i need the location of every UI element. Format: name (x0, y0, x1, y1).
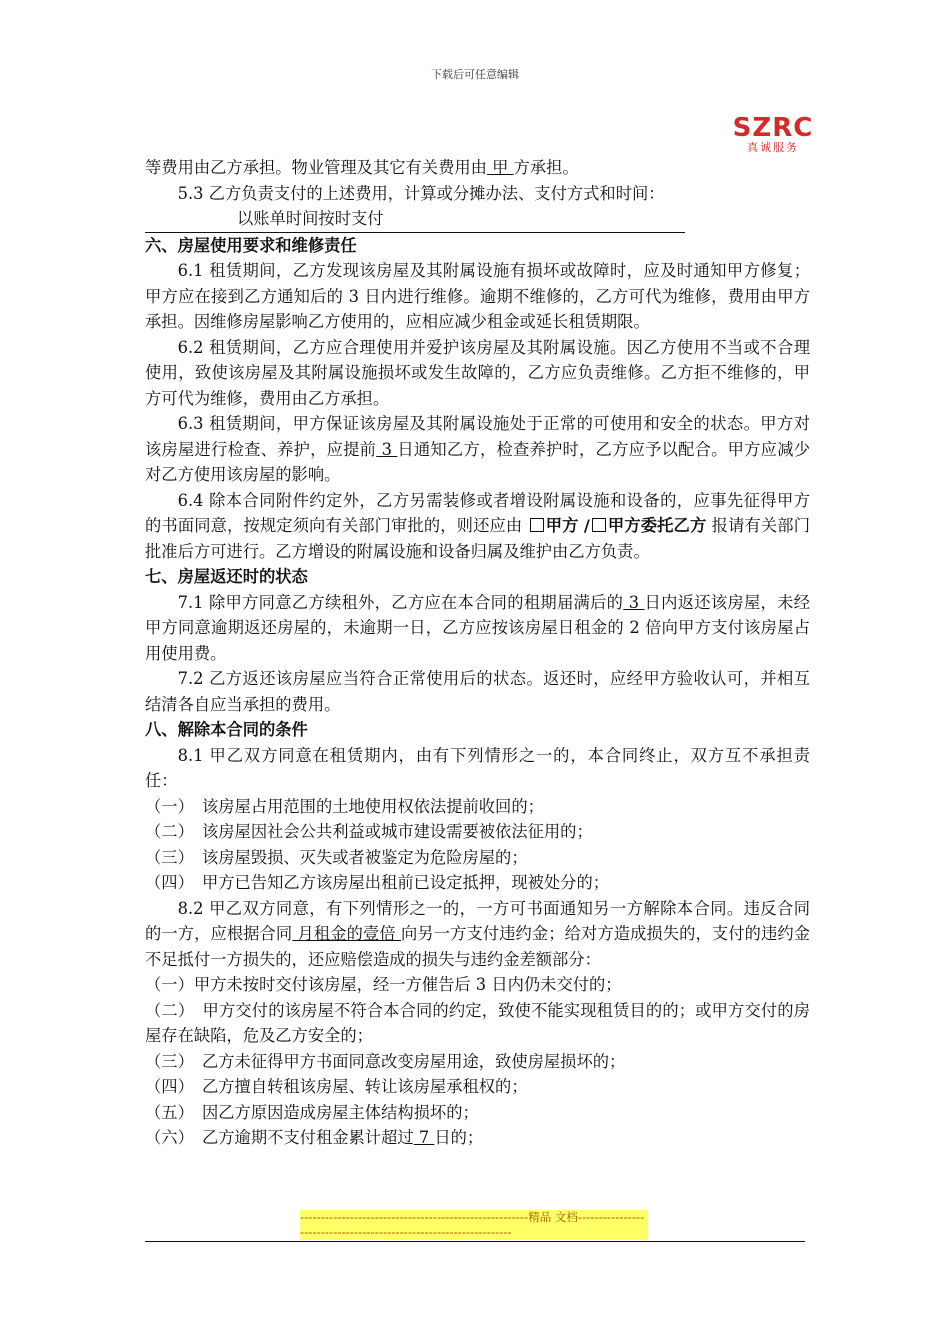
footer-watermark-text: -------------------------------------------------------精品 文档------------------------------------------------------------------- (300, 1210, 648, 1240)
notice-days-fill: 3 (376, 439, 398, 459)
paragraph-8-2: 8.2 甲乙双方同意，有下列情形之一的，一方可书面通知另一方解除本合同。违反合同的一方，应根据合同 月租金的壹倍 向另一方支付违约金；给对方造成损失的，支付的违约金不足抵付一方损失的，还应赔偿造成的损失与违约金差额部分： (145, 898, 810, 969)
section-7-title: 七、房屋返还时的状态 (145, 567, 308, 586)
return-days-fill: 3 (623, 592, 645, 612)
footer-divider (145, 1241, 805, 1242)
page-header-note: 下载后可任意编辑 (431, 68, 519, 81)
logo-subtext: 真诚服务 (747, 141, 799, 154)
paragraph-6-1: 6.1 租赁期间，乙方发现该房屋及其附属设施有损坏或故障时，应及时通知甲方修复；甲方应在接到乙方通知后的 3 日内进行维修。逾期不维修的，乙方可代为维修，费用由甲方承担。因维修房屋影响乙方使用的，应相应减少租金或延长租赁期限。 (145, 261, 810, 331)
list-item: （四） 甲方已告知乙方该房屋出租前已设定抵押，现被处分的； (145, 873, 610, 892)
list-item: （一）甲方未按时交付该房屋，经一方催告后 3 日内仍未交付的； (145, 975, 622, 994)
paragraph-7-2: 7.2 乙方返还该房屋应当符合正常使用后的状态。返还时，应经甲方验收认可，并相互结清各自应当承担的费用。 (145, 669, 810, 714)
section-8-title: 八、解除本合同的条件 (145, 720, 308, 739)
paragraph-7-1: 7.1 除甲方同意乙方续租外，乙方应在本合同的租期届满后的 3 日内返还该房屋，未经甲方同意逾期返还房屋的，未逾期一日，乙方应按该房屋日租金的 2 倍向甲方支付该房屋占用使用费。 (145, 592, 810, 663)
checkbox-icon (530, 518, 544, 532)
list-item: （六） 乙方逾期不支付租金累计超过 7 日的； (145, 1128, 484, 1147)
list-item: （三） 该房屋毁损、灭失或者被鉴定为危险房屋的； (145, 847, 528, 867)
list-item: （四） 乙方擅自转租该房屋、转让该房屋承租权的； (145, 1077, 528, 1096)
list-item: （三） 乙方未征得甲方书面同意改变房屋用途，致使房屋损坏的； (145, 1051, 626, 1071)
paragraph-8-1: 8.1 甲乙双方同意在租赁期内，由有下列情形之一的，本合同终止，双方互不承担责任： (145, 745, 810, 790)
logo-text: SZRC (732, 113, 814, 143)
paragraph-6-4: 6.4 除本合同附件约定外，乙方另需装修或者增设附属设施和设备的，应事先征得甲方的书面同意，按规定须向有关部门审批的，则还应由 甲方 / 甲方委托乙方 报请有关部门批准后方可进行。乙方增设的附属设施和设备归属及维护由乙方负责。 (145, 490, 810, 561)
section-6-title: 六、房屋使用要求和维修责任 (145, 235, 357, 255)
penalty-fill: 月租金的壹倍 (292, 924, 401, 943)
checkbox-icon (592, 518, 606, 532)
paragraph-5-2-tail: 等费用由乙方承担。物业管理及其它有关费用由 甲 方承担。 (145, 158, 579, 177)
paragraph-6-3: 6.3 租赁期间，甲方保证该房屋及其附属设施处于正常的可使用和安全的状态。甲方对该房屋进行检查、养护，应提前 3 日通知乙方，检查养护时，乙方应予以配合。甲方应减少对乙方使用该房屋的影响。 (145, 414, 810, 484)
paragraph-6-2: 6.2 租赁期间，乙方应合理使用并爱护该房屋及其附属设施。因乙方使用不当或不合理使用，致使该房屋及其附属设施损坏或发生故障的，乙方应负责维修。乙方拒不维修的，甲方可代为维修，费用由乙方承担。 (145, 337, 810, 408)
contract-body (145, 155, 810, 1151)
party-fill: 甲 (486, 158, 514, 177)
overdue-days-fill: 7 (413, 1128, 435, 1147)
paragraph-5-3: 5.3 乙方负责支付的上述费用，计算或分摊办法、支付方式和时间： (177, 183, 665, 203)
szrc-logo (726, 115, 820, 154)
list-item: （一） 该房屋占用范围的土地使用权依法提前收回的； (145, 796, 544, 816)
list-item: （二） 甲方交付的该房屋不符合本合同的约定，致使不能实现租赁目的的；或甲方交付的房屋存在缺陷，危及乙方安全的； (145, 1000, 810, 1045)
payment-method-fill: 以账单时间按时支付 (145, 206, 685, 233)
list-item: （五） 因乙方原因造成房屋主体结构损坏的； (145, 1102, 479, 1122)
list-item: （二） 该房屋因社会公共利益或城市建设需要被依法征用的； (145, 822, 593, 841)
